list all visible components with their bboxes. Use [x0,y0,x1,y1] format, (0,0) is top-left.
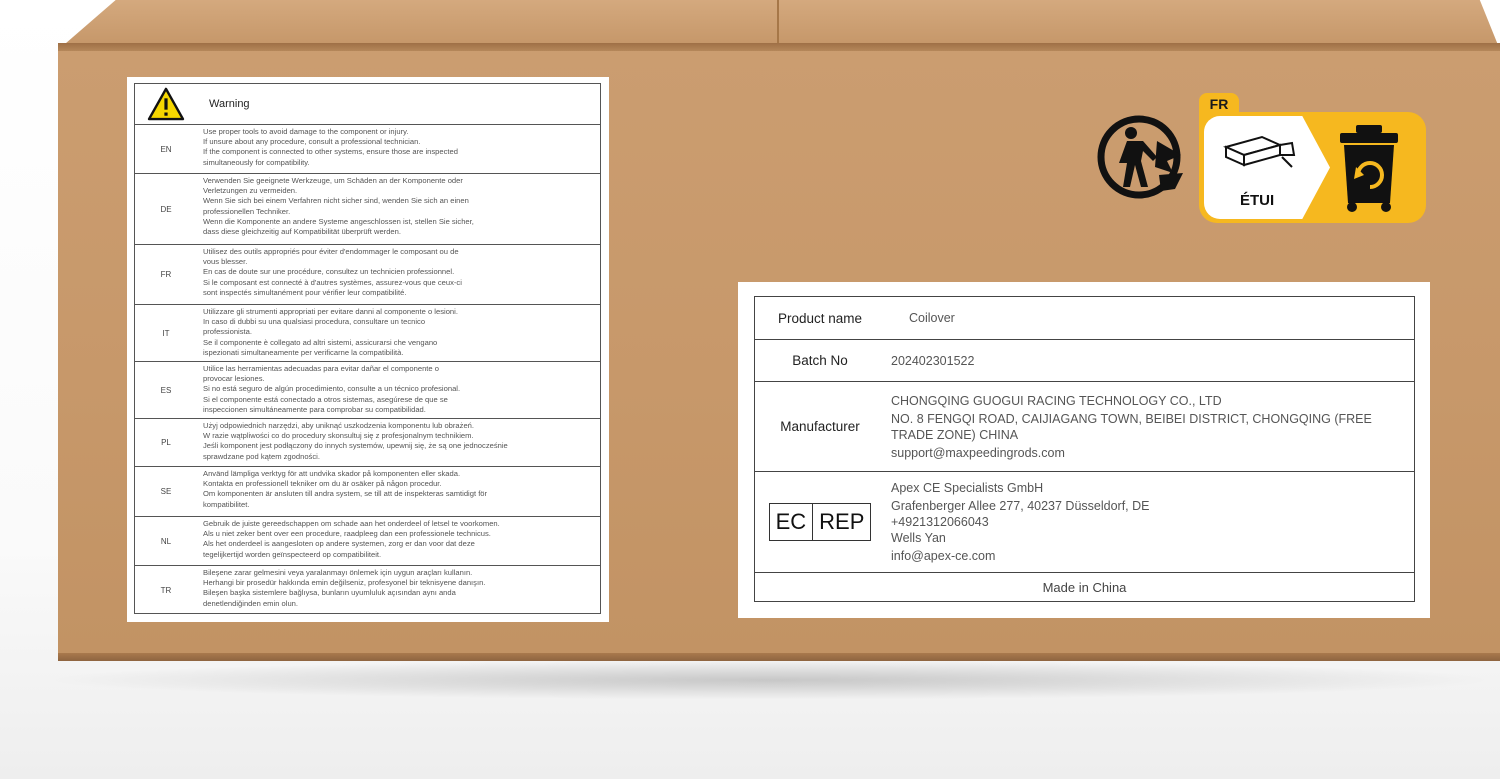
ec-rep-details [885,472,1414,572]
manufacturer-email: support@maxpeedingrods.com [891,445,1065,460]
lang-code: FR [160,270,172,279]
rep-email: info@apex-ce.com [891,549,996,563]
rep-contact: Wells Yan [891,531,946,545]
warning-row-fr [135,245,600,305]
rep-text: REP [812,504,870,540]
lang-code: NL [160,536,172,546]
warning-text: Utilice las herramientas adecuadas para evitar dañar el componente o provocar lesiones. Si no está seguro de algún procedimiento, consulte a un técnico profesional. Si el componente está conectado a otros sistemas, asegúrese de que se inspeccionen simultáneamente para comprobar su compatibilidad. [203,364,461,414]
lang-code: EN [160,144,172,154]
made-in-text: Made in China [1042,580,1127,595]
warning-text: Verwenden Sie geeignete Werkzeuge, um Schäden an der Komponente oder Verletzungen zu vermeiden. Wenn Sie sich bei einem Verfahren nicht sicher sind, wenden Sie sich an einen professionellen Techniker. Wenn die Komponente an andere Systeme angeschlossen ist, stellen Sie sicher, dass diese gleichzeitig auf Kompatibilität überprüft werden. [203,176,474,237]
warning-row-en [135,125,600,174]
lang-code: DE [160,204,172,214]
warning-triangle-icon [147,87,185,121]
product-name-row [755,297,1414,340]
warning-title: Warning [209,98,250,110]
warning-text: Utilisez des outils appropriés pour éviter d'endommager le composant ou de vous blesser. En cas de doute sur une procédure, consultez un technicien professionnel. Si le composant est connecté à d'autres systèmes, assurez-vous que ceux-ci sont inspectés simultanément pour vérifier leur compatibilité. [203,247,462,297]
floor-shadow [40,660,1500,700]
warning-header [135,84,600,125]
warning-row-es [135,362,600,419]
triman-recycle-icon [1097,111,1189,201]
rep-phone: +4921312066043 [891,515,989,529]
product-name-value: Coilover [909,311,955,325]
carton-box-icon [1222,133,1297,178]
manufacturer-address: NO. 8 FENGQI ROAD, CAIJIAGANG TOWN, BEIBEI DISTRICT, CHONGQING (FREE TRADE ZONE) CHINA [891,411,1372,442]
box-top-edge [58,43,1500,51]
warning-text: Använd lämpliga verktyg för att undvika skador på komponenten eller skada. Kontakta en professionell tekniker om du är osäker på någon procedur. Om komponenten är ansluten till andra system, se till att de inspekteras samtidigt för kompatibilitet. [203,469,488,509]
ec-rep-cell [755,472,885,572]
batch-value: 202402301522 [891,353,975,368]
warning-text: Bileşene zarar gelmesini veya yaralanmayı önlemek için uygun araçları kullanın. Herhangi bir prosedür hakkında emin değilseniz, profesyonel bir teknisyene danışın. Bileşen başka sistemlere bağlıysa, bunların uyumluluk açısından aynı anda denetlendiğinden emin olun. [203,568,486,608]
ec-rep-row [755,472,1414,573]
warning-row-it [135,305,600,362]
fr-tag: FR [1199,93,1239,115]
manufacturer-row [755,382,1414,472]
warning-text: Use proper tools to avoid damage to the component or injury. If unsure about any procedure, consult a professional technician. If the component is connected to other systems, ensure those are inspected simultaneously for compatibility. [203,127,458,167]
manufacturer-label: Manufacturer [780,419,860,434]
warning-table [134,83,601,614]
product-name-label: Product name [777,310,863,326]
lang-code: ES [160,385,172,395]
batch-label: Batch No [792,353,848,368]
rep-name: Apex CE Specialists GmbH [891,481,1044,495]
warning-row-de [135,174,600,245]
lang-code: TR [160,585,172,595]
product-info-label [738,282,1430,618]
warning-text: Utilizzare gli strumenti appropriati per evitare danni al componente o lesioni. In caso di dubbi su una qualsiasi procedura, consultare un tecnico professionista. Se il componente è collegato ad altri sistemi, assicurarsi che vengano ispezionati simultaneamente per verificarne la compatibilità. [203,307,458,357]
ec-text: EC [775,509,807,534]
rep-address: Grafenberger Allee 277, 40237 Düsseldorf, DE [891,499,1150,513]
box-bottom-edge [58,653,1500,661]
warning-text: Użyj odpowiednich narzędzi, aby uniknąć uszkodzenia komponentu lub obrażeń. W razie wątpliwości co do procedury skonsultuj się z profesjonalnym technikiem. Jeśli komponent jest podłączony do innych systemów, upewnij się, że są one jednocześnie sprawdzane pod kątem zgodności. [203,421,508,461]
product-info-table [754,296,1415,602]
ec-rep-symbol [769,503,872,541]
warning-row-nl [135,517,600,566]
warning-row-se [135,467,600,517]
lang-code: PL [161,438,171,447]
recycling-bin-icon [1336,123,1402,213]
manufacturer-name: CHONGQING GUOGUI RACING TECHNOLOGY CO., LTD [891,393,1222,408]
lang-code: IT [162,328,170,338]
batch-row [755,340,1414,382]
warning-text: Gebruik de juiste gereedschappen om schade aan het onderdeel of letsel te voorkomen. Als u niet zeker bent over een procedure, raadpleeg dan een professionele technicus. Als het onderdeel is aangesloten op andere systemen, zorg er dan voor dat deze tegelijkertijd worden geïnspecteerd op compatibiliteit. [203,519,500,559]
manufacturer-details [885,382,1414,471]
lang-code: SE [160,487,172,496]
etui-label: ÉTUI [1240,192,1275,209]
warning-label [127,77,609,622]
warning-row-pl [135,419,600,467]
warning-row-tr [135,566,600,614]
